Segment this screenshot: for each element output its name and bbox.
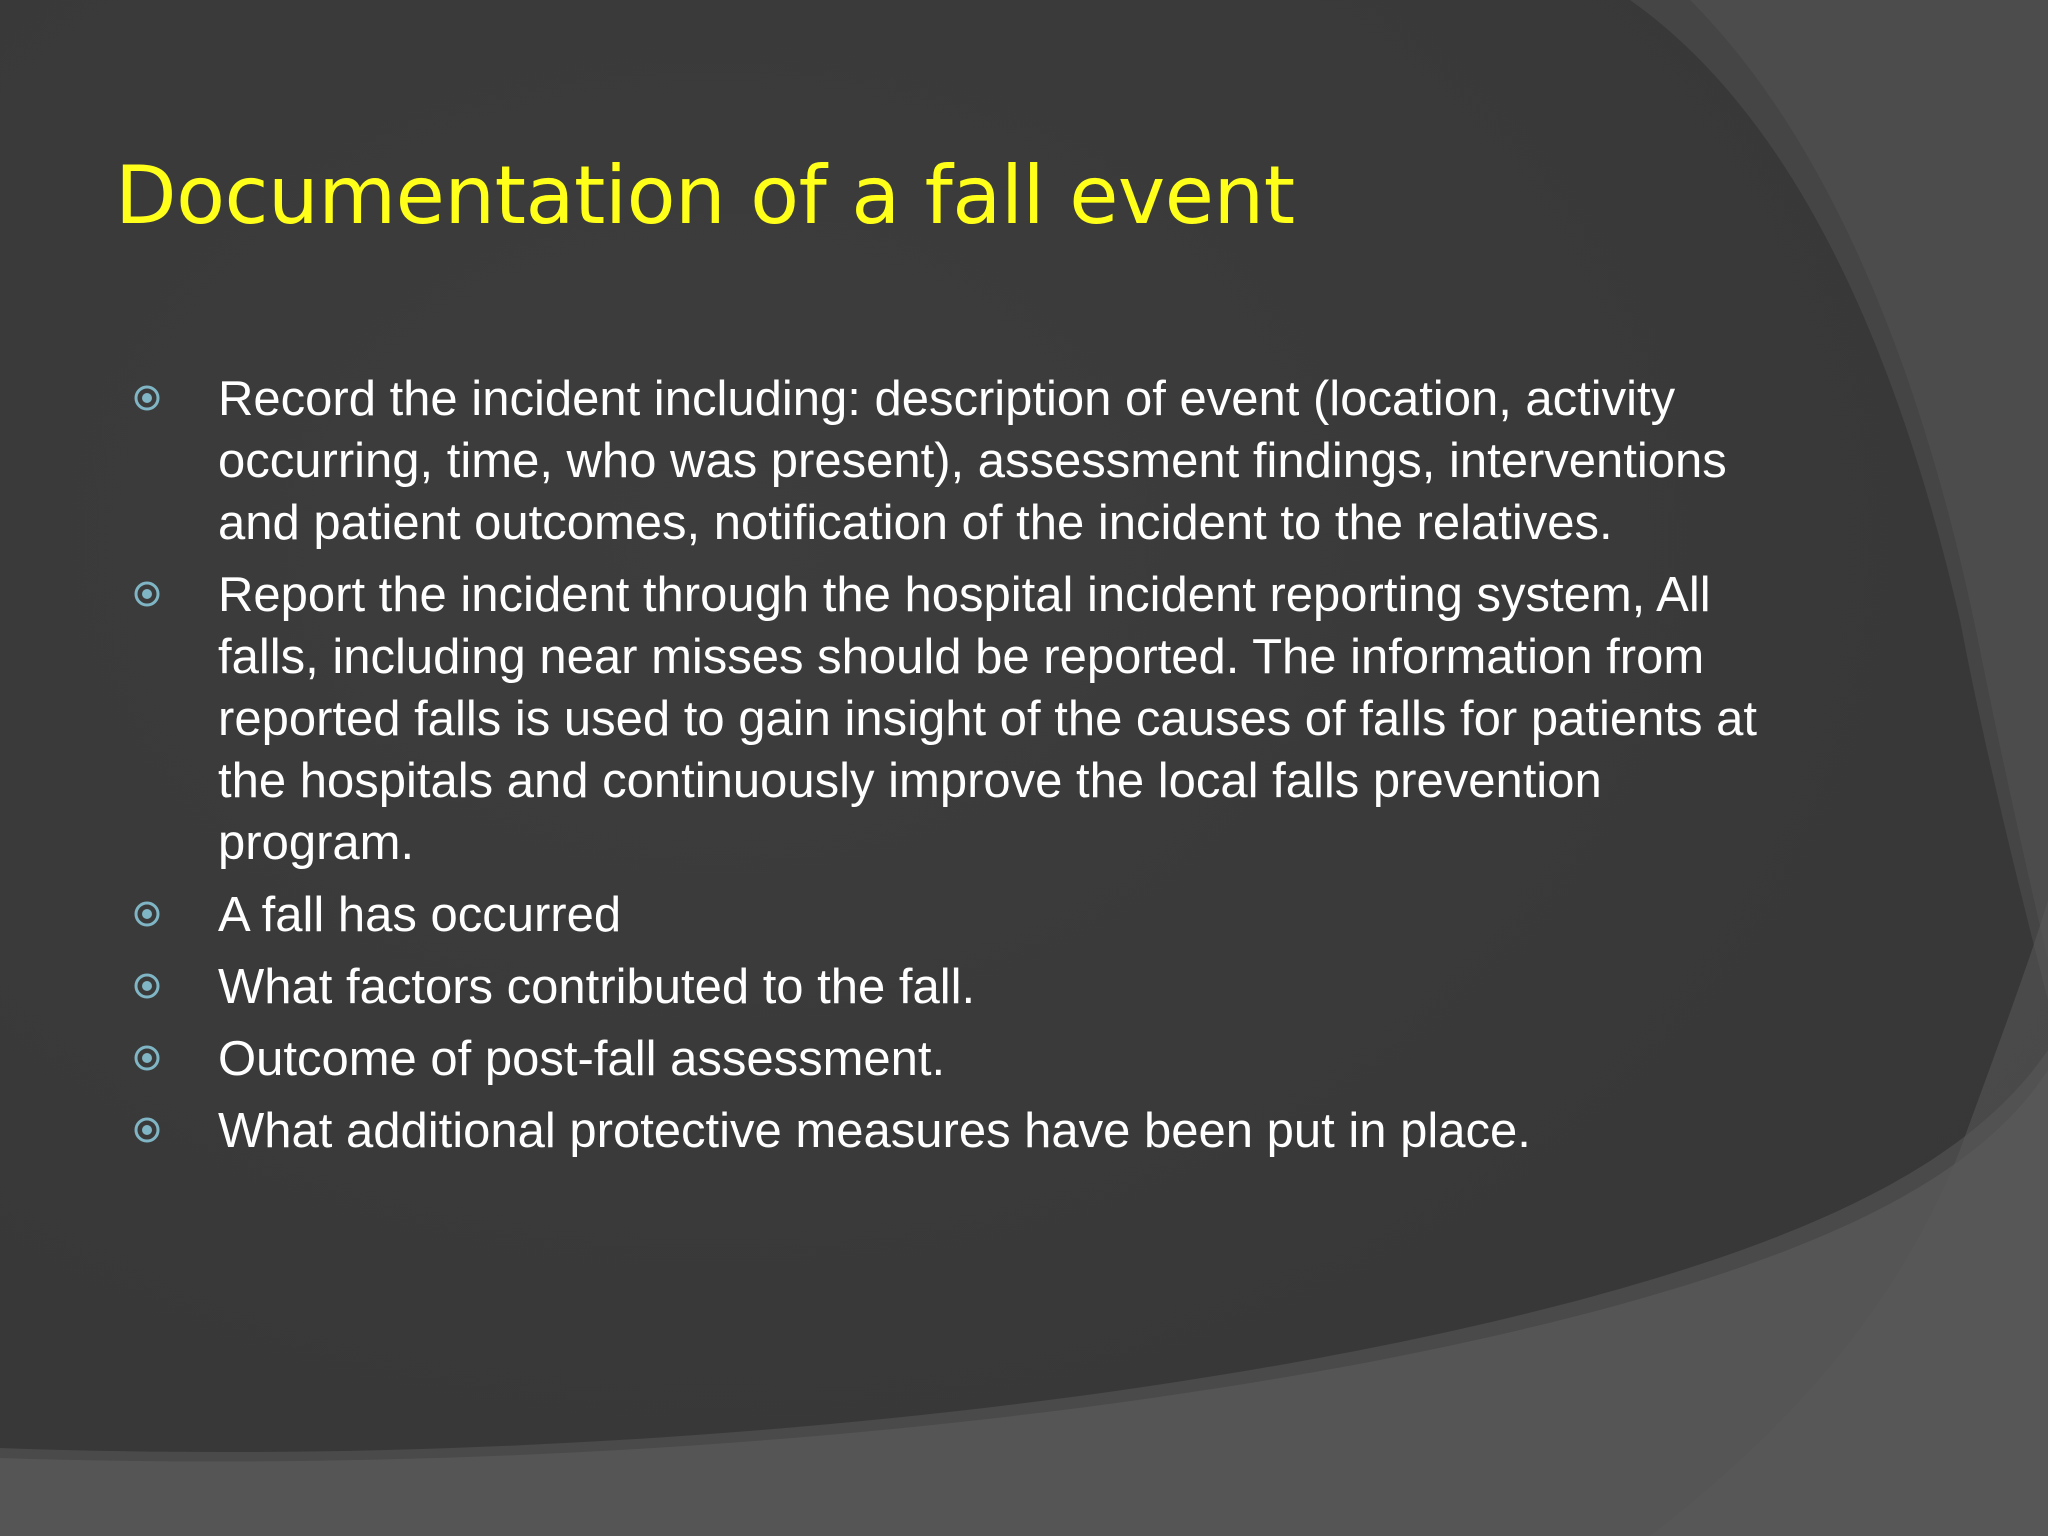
bullet-text: What factors contributed to the fall. <box>218 960 976 1014</box>
bullet-text: Outcome of post-fall assessment. <box>218 1032 946 1086</box>
circled-dot-icon <box>134 581 160 607</box>
bullet-text: A fall has occurred <box>218 888 622 942</box>
bullet-item <box>130 1100 1780 1162</box>
slide-title: Documentation of a fall event <box>115 149 1295 242</box>
bullet-text: What additional protective measures have been put in place. <box>218 1104 1531 1158</box>
bullet-list <box>130 368 1780 1172</box>
bullet-item <box>130 884 1780 946</box>
circled-dot-icon <box>134 385 160 411</box>
bullet-text: Record the incident including: description of event (location, activity occurring, time, who was present), assessment findings, interventions and patient outcomes, notification of the incident to the relatives. <box>218 372 1727 550</box>
circled-dot-icon <box>134 973 160 999</box>
bullet-item <box>130 956 1780 1018</box>
bullet-item <box>130 1028 1780 1090</box>
circled-dot-icon <box>134 901 160 927</box>
bullet-text: Report the incident through the hospital incident reporting system, All falls, including near misses should be reported. The information from reported falls is used to gain insight of the causes of falls for patients at the hospitals and continuously improve the local falls prevention program. <box>218 568 1757 870</box>
bullet-item <box>130 564 1780 874</box>
circled-dot-icon <box>134 1117 160 1143</box>
circled-dot-icon <box>134 1045 160 1071</box>
bullet-item <box>130 368 1780 554</box>
